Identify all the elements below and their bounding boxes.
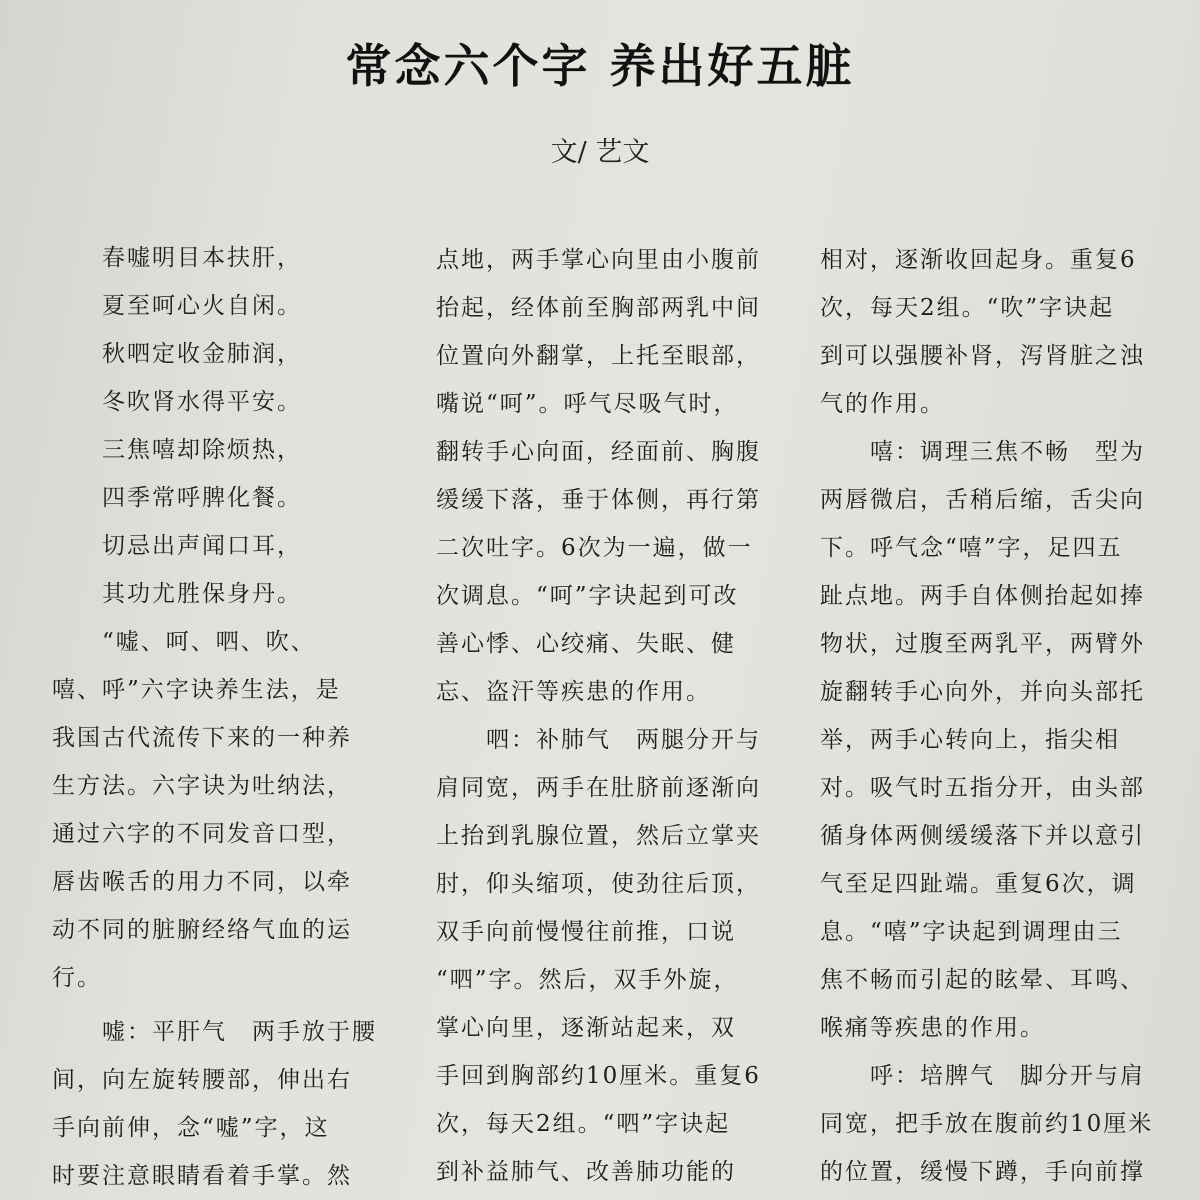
text-line: 冬吹肾水得平安。 xyxy=(52,389,302,415)
text-line: 缓缓下落，垂于体侧，再行第 xyxy=(436,487,761,513)
text-line: 同宽，把手放在腹前约10厘米 xyxy=(820,1111,1154,1137)
text-line: 三焦嘻却除烦热， xyxy=(52,437,302,463)
article-author: 文/ 艺文 xyxy=(550,137,650,168)
text-line: 生方法。六字诀为吐纳法， xyxy=(52,773,352,799)
text-line: 气的作用。 xyxy=(820,391,945,417)
text-line: 动不同的脏腑经络气血的运 xyxy=(52,917,352,943)
text-line: 手回到胸部约10厘米。重复6 xyxy=(436,1063,761,1089)
text-line: 翻转手心向面，经面前、胸腹 xyxy=(436,439,761,465)
text-line: 趾点地。两手自体侧抬起如捧 xyxy=(820,583,1145,609)
text-line: 两唇微启，舌稍后缩，舌尖向 xyxy=(820,487,1145,513)
text-line: 嘻：调理三焦不畅 型为 xyxy=(820,439,1145,465)
text-line: 呬：补肺气 两腿分开与 xyxy=(436,727,761,753)
text-line: 秋呬定收金肺润， xyxy=(52,341,302,367)
text-line: 掌心向里，逐渐站起来，双 xyxy=(436,1015,736,1041)
text-line: 唇齿喉舌的用力不同，以牵 xyxy=(52,869,352,895)
text-column-3 xyxy=(820,236,1165,1196)
text-line: 循身体两侧缓缓落下并以意引 xyxy=(820,823,1145,849)
text-line: 嘻、呼”六字诀养生法，是 xyxy=(52,677,341,703)
text-line: 点地，两手掌心向里由小腹前 xyxy=(436,247,761,273)
text-line: 手向前伸，念“嘘”字，这 xyxy=(52,1115,330,1141)
text-line: 次，每天2组。“吹”字诀起 xyxy=(820,295,1115,321)
text-line: 上抬到乳腺位置，然后立掌夹 xyxy=(436,823,761,849)
text-line: 忘、盗汗等疾患的作用。 xyxy=(436,679,711,705)
text-line: 通过六字的不同发音口型， xyxy=(52,821,352,847)
text-line: 肩同宽，两手在肚脐前逐渐向 xyxy=(436,775,761,801)
text-line: 旋翻转手心向外，并向头部托 xyxy=(820,679,1145,705)
text-line: 相对，逐渐收回起身。重复6 xyxy=(820,247,1137,273)
text-line: 时要注意眼睛看着手掌。然 xyxy=(52,1163,352,1189)
text-line: 物状，过腹至两乳平，两臂外 xyxy=(820,631,1145,657)
text-line: 次，每天2组。“呬”字诀起 xyxy=(436,1111,731,1137)
text-line: “呬”字。然后，双手外旋， xyxy=(436,967,739,993)
text-line: 嘴说“呵”。呼气尽吸气时， xyxy=(436,391,739,417)
text-line: 息。“嘻”字诀起到调理由三 xyxy=(820,919,1123,945)
text-line: 对。吸气时五指分开，由头部 xyxy=(820,775,1145,801)
text-line: 气至足四趾端。重复6次，调 xyxy=(820,871,1137,897)
text-line: 四季常呼脾化餐。 xyxy=(52,485,302,511)
text-line: 焦不畅而引起的眩晕、耳鸣、 xyxy=(820,967,1145,993)
text-line: 我国古代流传下来的一种养 xyxy=(52,725,352,751)
text-line: 善心悸、心绞痛、失眠、健 xyxy=(436,631,736,657)
text-line: 次调息。“呵”字诀起到可改 xyxy=(436,583,739,609)
text-line: 二次吐字。6次为一遍，做一 xyxy=(436,535,753,561)
text-line: 的位置，缓慢下蹲，手向前撑 xyxy=(820,1159,1145,1185)
text-line: 行。 xyxy=(52,965,102,991)
text-line: 夏至呵心火自闲。 xyxy=(52,293,302,319)
text-line: 双手向前慢慢往前推，口说 xyxy=(436,919,736,945)
text-line: 举，两手心转向上，指尖相 xyxy=(820,727,1120,753)
text-line: 嘘：平肝气 两手放于腰 xyxy=(52,1019,377,1045)
text-line: 喉痛等疾患的作用。 xyxy=(820,1015,1045,1041)
text-line: 位置向外翻掌，上托至眼部， xyxy=(436,343,761,369)
text-line: 肘，仰头缩项，使劲往后顶， xyxy=(436,871,761,897)
article-title: 常念六个字 养出好五脏 xyxy=(345,39,855,93)
text-column-2 xyxy=(436,236,781,1196)
text-line: “嘘、呵、呬、吹、 xyxy=(52,629,316,655)
text-line: 抬起，经体前至胸部两乳中间 xyxy=(436,295,761,321)
text-line: 春嘘明目本扶肝， xyxy=(52,245,302,271)
text-line: 切忌出声闻口耳， xyxy=(52,533,302,559)
text-line: 其功尤胜保身丹。 xyxy=(52,581,302,607)
text-line: 呼：培脾气 脚分开与肩 xyxy=(820,1063,1145,1089)
text-line: 下。呼气念“嘻”字，足四五 xyxy=(820,535,1123,561)
text-line: 到补益肺气、改善肺功能的 xyxy=(436,1159,736,1185)
text-line: 间，向左旋转腰部，伸出右 xyxy=(52,1067,352,1093)
text-line: 到可以强腰补肾，泻肾脏之浊 xyxy=(820,343,1145,369)
text-column-1 xyxy=(52,234,392,1200)
